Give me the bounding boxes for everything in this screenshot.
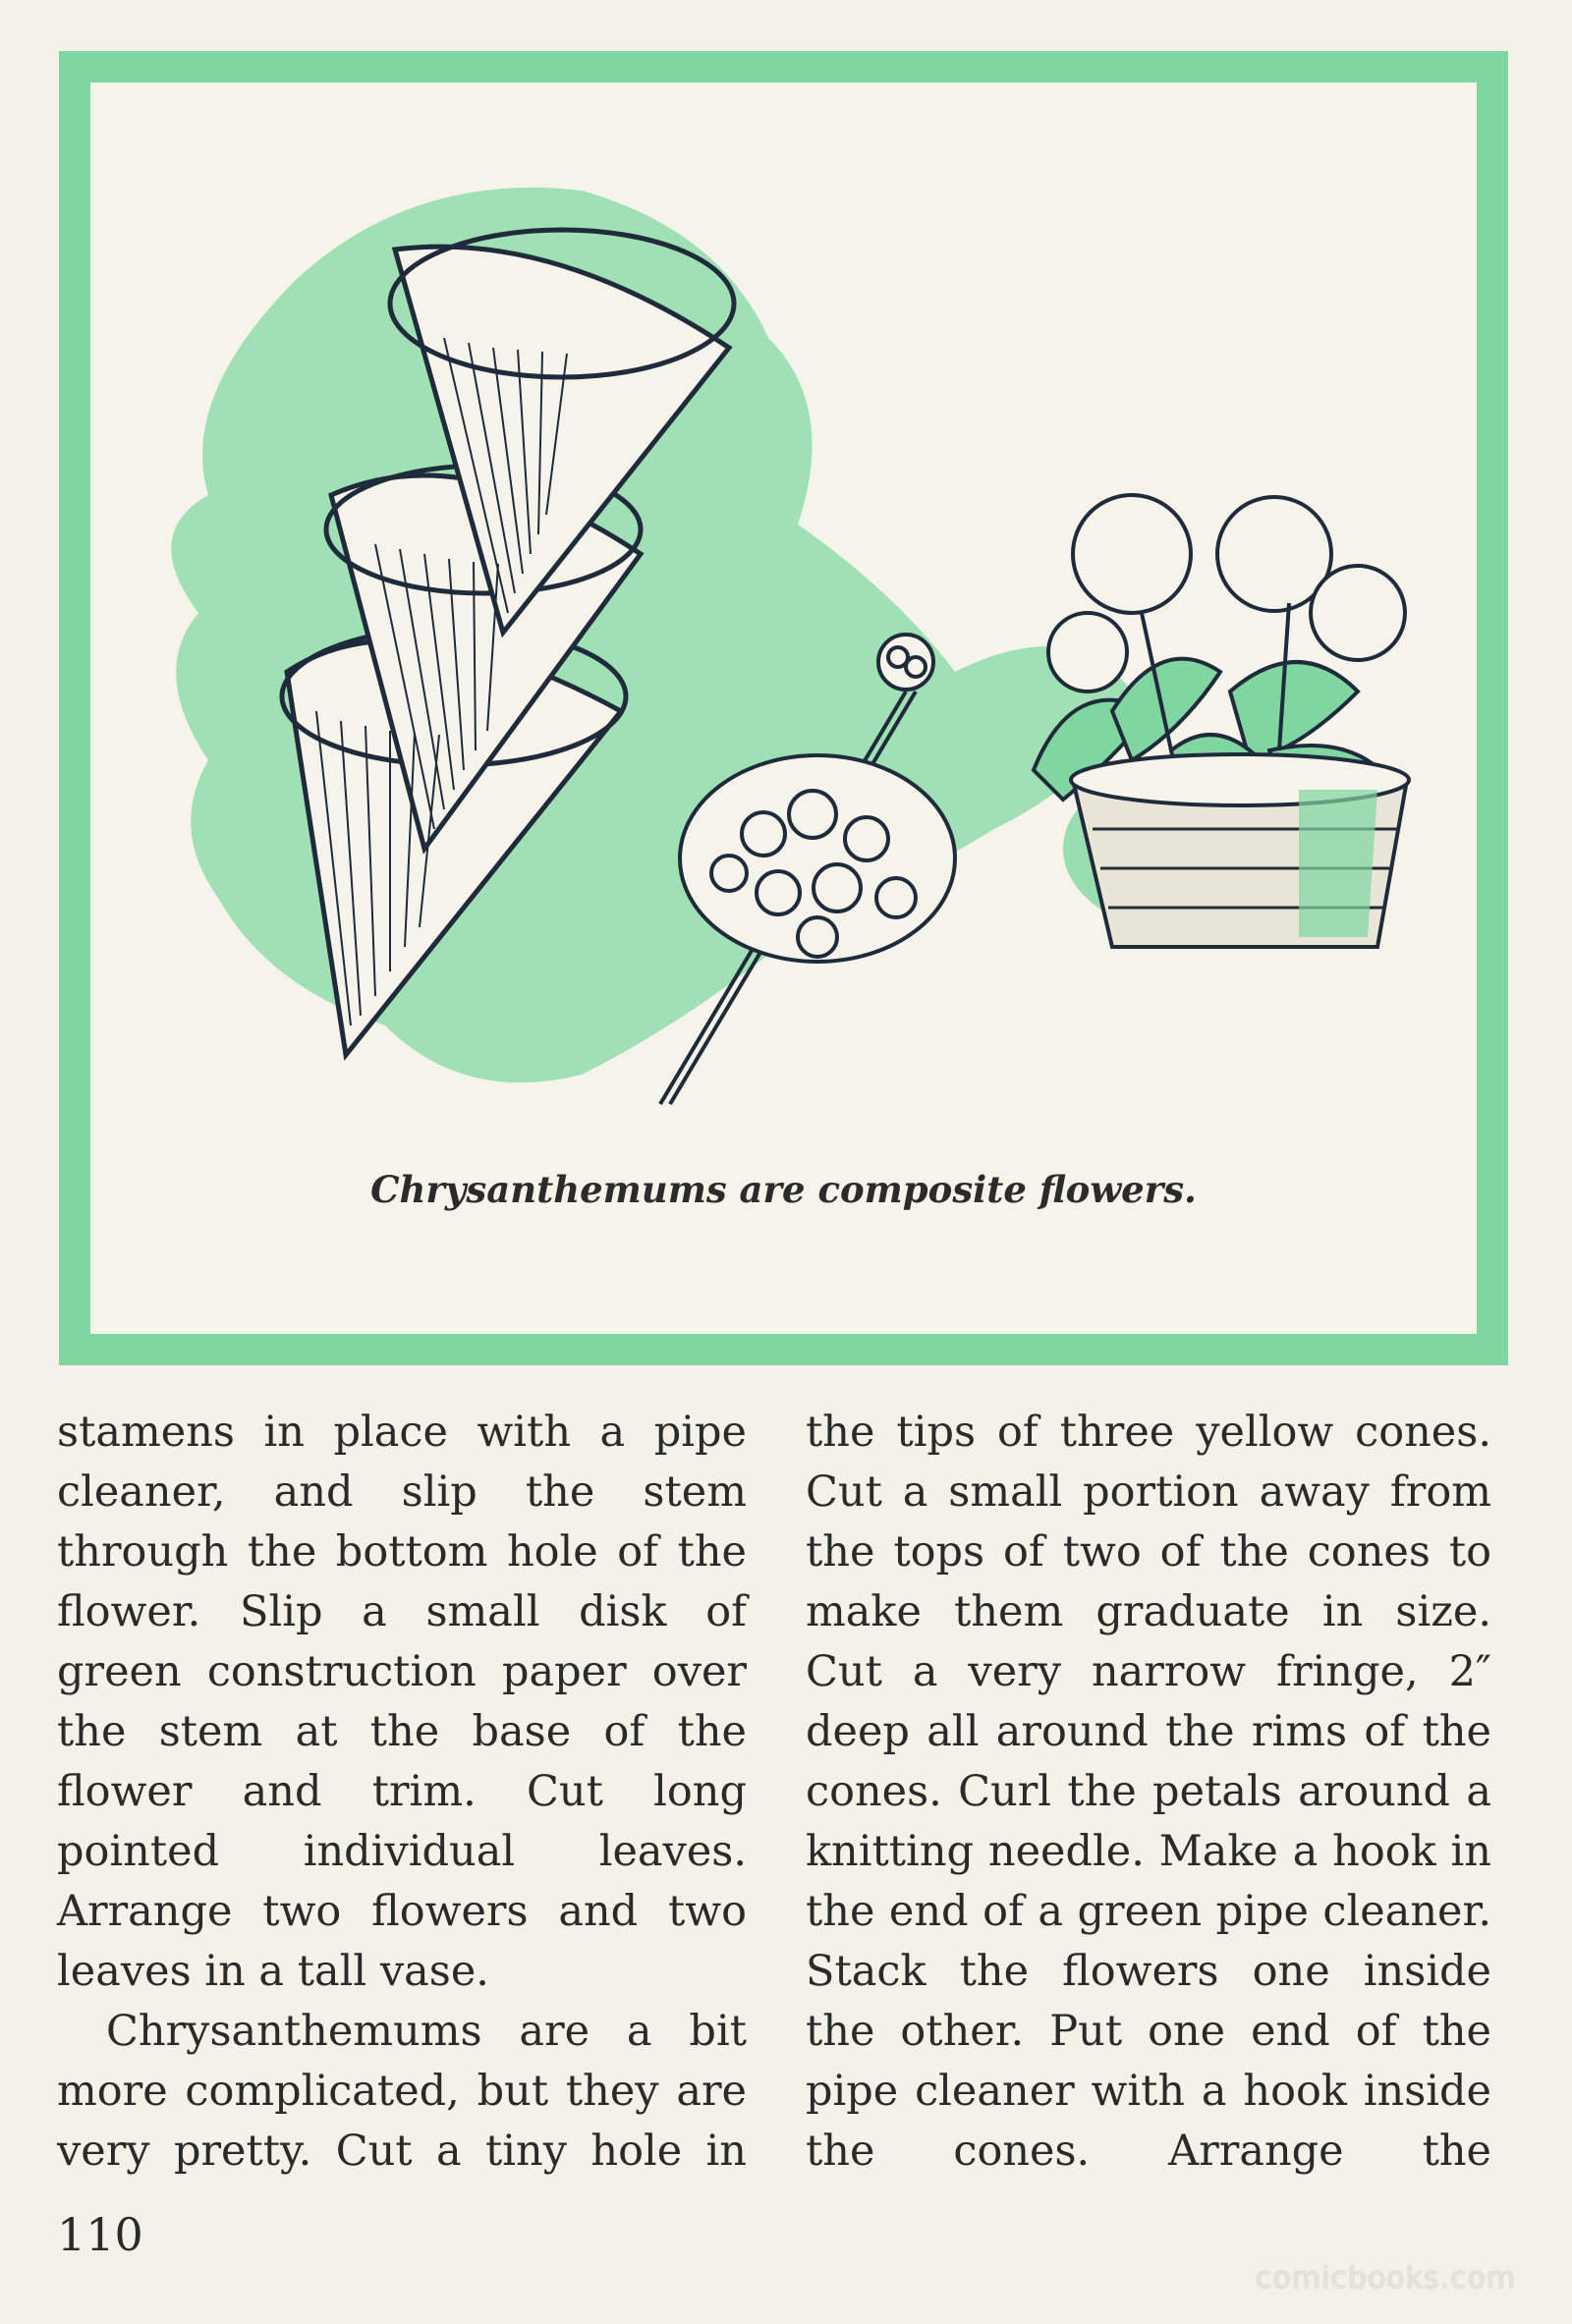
- left-paragraph-1: stamens in place with a pipe cleaner, and slip the stem through the bottom hole of the flower. Slip a small disk of green construction paper over the stem at the base of the flower and trim. Cut long pointed individual leaves. Arrange two flowers and two leaves in a tall vase.: [57, 1408, 747, 1996]
- illustration-caption: Chrysanthemums are composite flowers.: [370, 1168, 1197, 1211]
- page-number: 110: [57, 2208, 143, 2261]
- text-column-right: [806, 1403, 1491, 2182]
- chrysanthemum-illustration: [90, 83, 1477, 1334]
- right-paragraph: the tips of three yellow cones. Cut a small portion away from the tops of two of the cones to make them graduate in size. Cut a very narrow fringe, 2″ deep all around the rims of the cones. Curl the petals around a knitting needle. Make a hook in the end of a green pipe cleaner. Stack the flowers one inside the other. Put one end of the pipe cleaner with a hook inside the cones. Arrange the: [806, 1408, 1491, 2176]
- text-column-left: [57, 1403, 747, 2182]
- illustration-frame: [59, 51, 1508, 1365]
- left-paragraph-2: Chrysanthemums are a bit more complicated, but they are very pretty. Cut a tiny hole in: [57, 2007, 747, 2176]
- watermark: comicbooks.com: [1256, 2261, 1517, 2296]
